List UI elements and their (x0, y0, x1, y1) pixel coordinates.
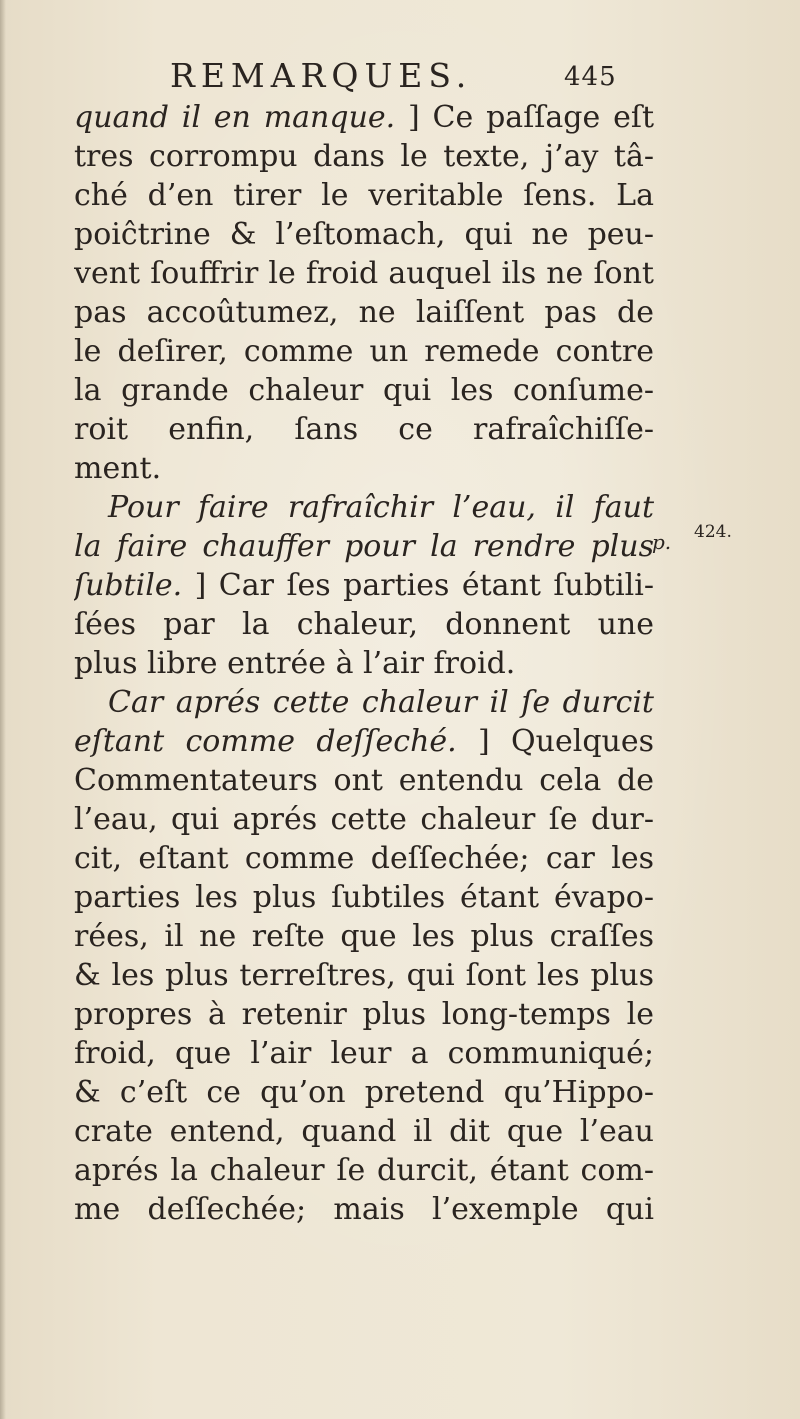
roman-text: & c’eſt ce qu’on pretend qu’Hippo- (74, 1075, 654, 1110)
roman-text: poiĉtrine & l’eſtomach, qui ne peu- (74, 217, 654, 252)
italic-lemma: la faire chauffer pour la rendre plus (74, 529, 654, 564)
text-line (74, 293, 654, 332)
italic-lemma: quand il en manque. (74, 100, 396, 135)
text-line (74, 800, 654, 839)
roman-text: propres à retenir plus long-temps le (74, 997, 654, 1032)
page-number: 445 (564, 62, 617, 92)
running-title: REMARQUES. (170, 56, 473, 95)
text-line (74, 176, 654, 215)
text-line (74, 1073, 654, 1112)
roman-text: roit enfin, ſans ce rafraîchiſſe- (74, 412, 654, 447)
text-line (74, 215, 654, 254)
roman-text: l’eau, qui aprés cette chaleur ſe dur- (74, 802, 654, 837)
text-line (74, 1151, 654, 1190)
roman-text: crate entend, quand il dit que l’eau (74, 1114, 654, 1149)
text-line (74, 449, 654, 488)
margin-page-number: 424. (694, 522, 732, 542)
margin-note (652, 522, 772, 552)
roman-text: ] Car ſes parties étant ſubtili- (182, 568, 654, 603)
roman-text: ché d’en tirer le veritable ſens. La (74, 178, 654, 213)
roman-text: ſées par la chaleur, donnent une (74, 607, 654, 642)
text-line (74, 956, 654, 995)
text-line (74, 1112, 654, 1151)
roman-text: vent ſouffrir le froid auquel ils ne ſont (74, 256, 654, 291)
roman-text: & les plus terreſtres, qui ſont les plus (74, 958, 654, 993)
text-line (74, 839, 654, 878)
text-line (74, 644, 654, 683)
roman-text: plus libre entrée à l’air froid. (74, 646, 516, 681)
roman-text: froid, que l’air leur a communiqué; (74, 1036, 654, 1071)
text-line (74, 488, 654, 527)
running-header (170, 56, 630, 100)
page-gutter-shadow (0, 0, 6, 1419)
text-line (74, 371, 654, 410)
text-line (74, 137, 654, 176)
roman-text: rées, il ne reſte que les plus craſſes (74, 919, 654, 954)
roman-text: ] Quelques (456, 724, 654, 759)
text-line (74, 683, 654, 722)
roman-text: ] Ce paſſage eſt (395, 100, 654, 135)
text-line (74, 1190, 654, 1229)
roman-text: pas accoûtumez, ne laiſſent pas de (74, 295, 654, 330)
italic-lemma: ſubtile. (74, 568, 183, 603)
text-line (74, 332, 654, 371)
roman-text: ment. (74, 451, 162, 486)
text-line (74, 527, 654, 566)
text-line (74, 995, 654, 1034)
body-text (74, 98, 654, 1229)
text-line (74, 1034, 654, 1073)
text-line (74, 878, 654, 917)
roman-text: parties les plus ſubtiles étant évapo- (74, 880, 654, 915)
text-line (74, 410, 654, 449)
roman-text: le deſirer, comme un remede contre (74, 334, 654, 369)
italic-lemma: Pour faire rafraîchir l’eau, il faut (108, 490, 654, 525)
roman-text: me deſſechée; mais l’exemple qui (74, 1192, 654, 1227)
roman-text: Commentateurs ont entendu cela de (74, 763, 654, 798)
roman-text: la grande chaleur qui les conſume- (74, 373, 654, 408)
roman-text: aprés la chaleur ſe durcit, étant com- (74, 1153, 654, 1188)
text-line (74, 254, 654, 293)
text-line (74, 917, 654, 956)
italic-lemma: Car aprés cette chaleur il ſe durcit (108, 685, 654, 720)
text-line (74, 761, 654, 800)
margin-page-marker: p. (652, 530, 672, 554)
text-line (74, 566, 654, 605)
roman-text: cit, eſtant comme deſſechée; car les (74, 841, 654, 876)
roman-text: tres corrompu dans le texte, j’ay tâ- (74, 139, 654, 174)
text-line (74, 722, 654, 761)
text-line (74, 98, 654, 137)
italic-lemma: eſtant comme deſſeché. (74, 724, 457, 759)
text-line (74, 605, 654, 644)
